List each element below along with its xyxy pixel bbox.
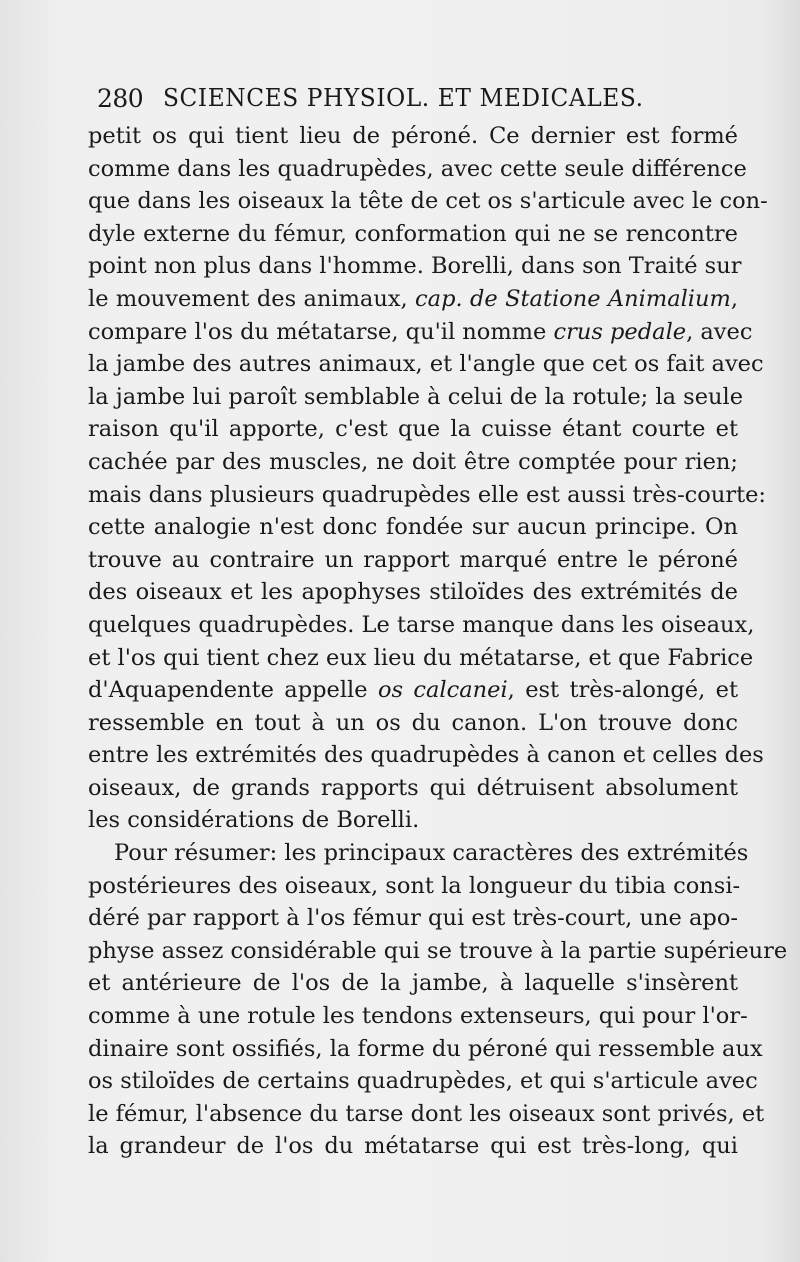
text-line: Pour résumer: les principaux caractères des extrémités — [114, 840, 749, 867]
text-line: quelques quadrupèdes. Le tarse manque dans les oiseaux, — [88, 611, 755, 638]
text-line: le fémur, l'absence du tarse dont les oiseaux sont privés, et — [88, 1100, 765, 1127]
text-line: trouve au contraire un rapport marqué entre le péroné — [88, 546, 738, 573]
text-line: la jambe lui paroît semblable à celui de la rotule; la seule — [88, 383, 744, 410]
text-line: et l'os qui tient chez eux lieu du métatarse, et que Fabrice — [88, 644, 754, 671]
text-line: comme à une rotule les tendons extenseurs, qui pour l'or- — [88, 1003, 748, 1030]
text-line: la grandeur de l'os du métatarse qui est très-long, qui — [88, 1133, 738, 1160]
text-line: dinaire sont ossifiés, la forme du péroné qui ressemble aux — [88, 1035, 763, 1062]
text-line: déré par rapport à l'os fémur qui est très-court, une apo- — [88, 905, 738, 932]
text-line — [88, 316, 753, 349]
body-text — [88, 120, 788, 1163]
text-segment: le mouvement des animaux, — [88, 285, 416, 312]
text-line: physe assez considérable qui se trouve à la partie supérieure — [88, 937, 788, 964]
text-line: os stiloïdes de certains quadrupèdes, et qui s'articule avec — [88, 1068, 758, 1095]
text-segment: d'Aquapendente appelle — [88, 677, 378, 704]
text-line: que dans les oiseaux la tête de cet os s'articule avec le con- — [88, 188, 768, 215]
text-line: la jambe des autres animaux, et l'angle que cet os fait avec — [88, 351, 764, 378]
text-line: mais dans plusieurs quadrupèdes elle est aussi très-courte: — [88, 481, 767, 508]
text-line: ressemble en tout à un os du canon. L'on trouve donc — [88, 709, 738, 736]
text-line: cette analogie n'est donc fondée sur aucun principe. On — [88, 514, 738, 541]
text-segment: , avec — [686, 318, 753, 345]
text-line: des oiseaux et les apophyses stiloïdes des extrémités de — [88, 579, 738, 606]
italic-text: cap. de Statione Animalium — [415, 285, 731, 312]
page-header — [97, 78, 697, 118]
text-segment: compare l'os du métatarse, qu'il nomme — [88, 318, 554, 345]
text-line: entre les extrémités des quadrupèdes à canon et celles des — [88, 742, 764, 769]
text-line — [88, 283, 738, 316]
text-line: point non plus dans l'homme. Borelli, dans son Traité sur — [88, 253, 742, 280]
text-line: les considérations de Borelli. — [88, 807, 420, 834]
text-line: comme dans les quadrupèdes, avec cette seule différence — [88, 155, 747, 182]
text-segment: , est très-alongé, et — [507, 677, 738, 704]
page-number: 280 — [97, 84, 144, 113]
text-line: petit os qui tient lieu de péroné. Ce dernier est formé — [88, 123, 738, 149]
text-line: cachée par des muscles, ne doit être comptée pour rien; — [88, 448, 738, 475]
text-segment: , — [730, 285, 738, 312]
text-line: postérieures des oiseaux, sont la longueur du tibia consi- — [88, 872, 741, 899]
text-line — [88, 674, 738, 707]
text-line: dyle externe du fémur, conformation qui ne se rencontre — [88, 220, 738, 247]
italic-text: crus pedale — [553, 318, 687, 345]
text-line: raison qu'il apporte, c'est que la cuisse étant courte et — [88, 416, 738, 443]
italic-text: os calcanei — [377, 677, 508, 704]
text-line: et antérieure de l'os de la jambe, à laquelle s'insèrent — [88, 970, 738, 997]
text-line: oiseaux, de grands rapports qui détruisent absolument — [88, 774, 738, 801]
running-head: SCIENCES PHYSIOL. ET MEDICALES. — [163, 84, 644, 112]
